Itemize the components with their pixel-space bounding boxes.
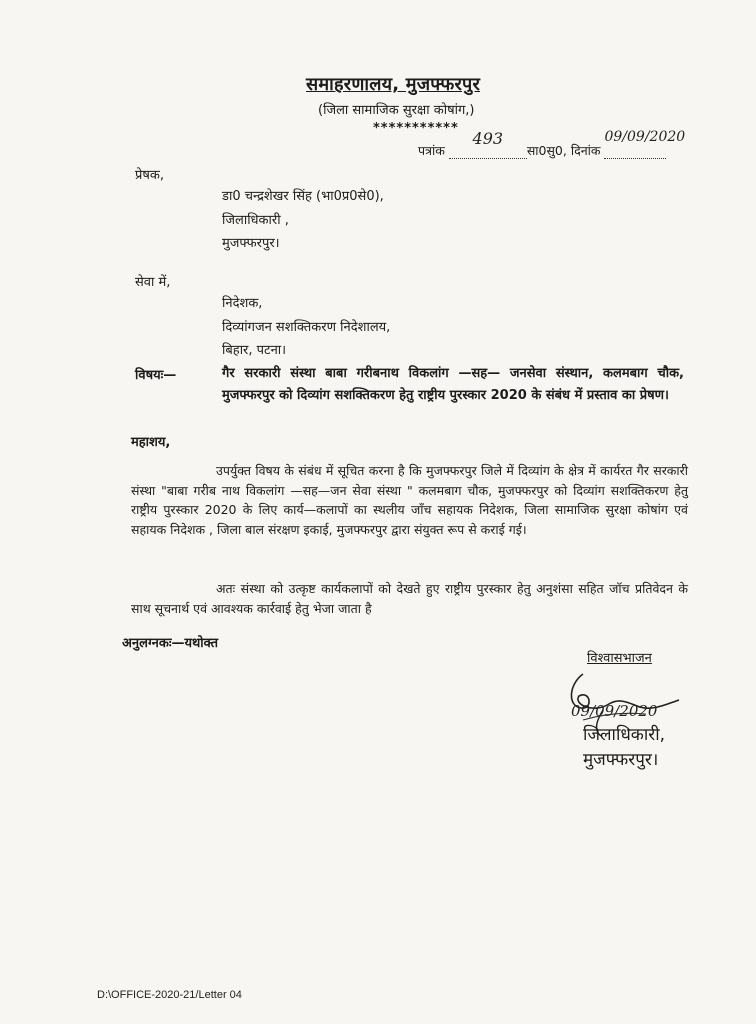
ref-number: 493 [472, 129, 504, 148]
closing-text: विश्वासभाजन [587, 651, 652, 666]
department-subtitle: (जिला सामाजिक सुरक्षा कोषांग,) [318, 103, 475, 118]
recipient-line-3: बिहार, पटना। [222, 343, 287, 358]
date-value: 09/09/2020 [604, 129, 686, 145]
recipient-block [222, 292, 390, 363]
recipient-line-2: दिव्यांगजन सशक्तिकरण निदेशालय, [222, 319, 391, 335]
recipient-line-1: निदेशक, [222, 296, 263, 311]
signatory-place: मुजफ्फरपुर। [583, 750, 659, 770]
signed-date: 09/09/2020 [571, 702, 658, 720]
sender-place: मुजफ्फरपुर। [222, 236, 280, 251]
star-divider: *********** [373, 121, 459, 136]
signature-block [571, 648, 666, 770]
salutation: महाशय, [131, 435, 171, 450]
ref-section: सा0सु0, [526, 143, 567, 158]
body-paragraph-1: उपर्युक्त विषय के संबंध में सूचित करना है कि मुजफ्फरपुर जिले में दिव्यांग के क्षेत्र में कार्यरत गैर सरकारी संस्था "बाबा गरीब नाथ विकलांग —सह—जन सेवा संस्था " कलमबाग चौक, मुजफ्फरपुर को दिव्यांग सशक्तिकरण हेतु राष्ट्रीय पुरस्कार 2020 के लिए कार्य—कलापों का स्थलीय जाँच सहायक निदेशक, जिला सामाजिक सुरक्षा कोषांग एवं सहायक निदेशक , जिला बाल संरक्षण इकाई, मुजफ्फरपुर द्वारा संयुक्त रूप से कराई गई। [131, 463, 688, 537]
sender-block [222, 185, 384, 256]
body-paragraph-2: अतः संस्था को उत्कृष्ट कार्यकलापों को देखते हुए राष्ट्रीय पुरस्कार हेतु अनुशंसा सहित जॉच प्रतिवेदन के साथ सूचनार्थ एवं आवश्यक कार्रवाई हेतु भेजा जाता है [131, 581, 688, 616]
signatory-designation: जिलाधिकारी, [583, 725, 666, 745]
recipient-label: सेवा में, [135, 275, 171, 290]
date-label: दिनांक [570, 143, 601, 158]
reference-line [418, 129, 686, 159]
sender-label: प्रेषक, [135, 168, 165, 183]
date-field [604, 129, 686, 159]
enclosure-note: अनुलग्नकः—यथोक्त [122, 636, 219, 651]
file-path: D:\OFFICE-2020-21/Letter 04 [97, 989, 242, 1001]
ref-number-field [449, 129, 527, 159]
ref-prefix: पत्रांक [418, 143, 445, 158]
sender-designation: जिलाधिकारी , [222, 212, 289, 228]
office-title: समाहरणालय, मुजफ्फरपुर [306, 74, 481, 95]
subject-label: विषयः— [135, 368, 177, 383]
subject-text: गैर सरकारी संस्था बाबा गरीबनाथ विकलांग —सह— जनसेवा संस्थान, कलमबाग चौक, मुजफ्फरपुर को दिव्यांग सशक्तिकरण हेतु राष्ट्रीय पुरस्कार 2020 के संबंध में प्रस्ताव का प्रेषण। [222, 366, 684, 403]
sender-name: डा0 चन्द्रशेखर सिंह (भा0प्र0से0), [222, 189, 384, 204]
